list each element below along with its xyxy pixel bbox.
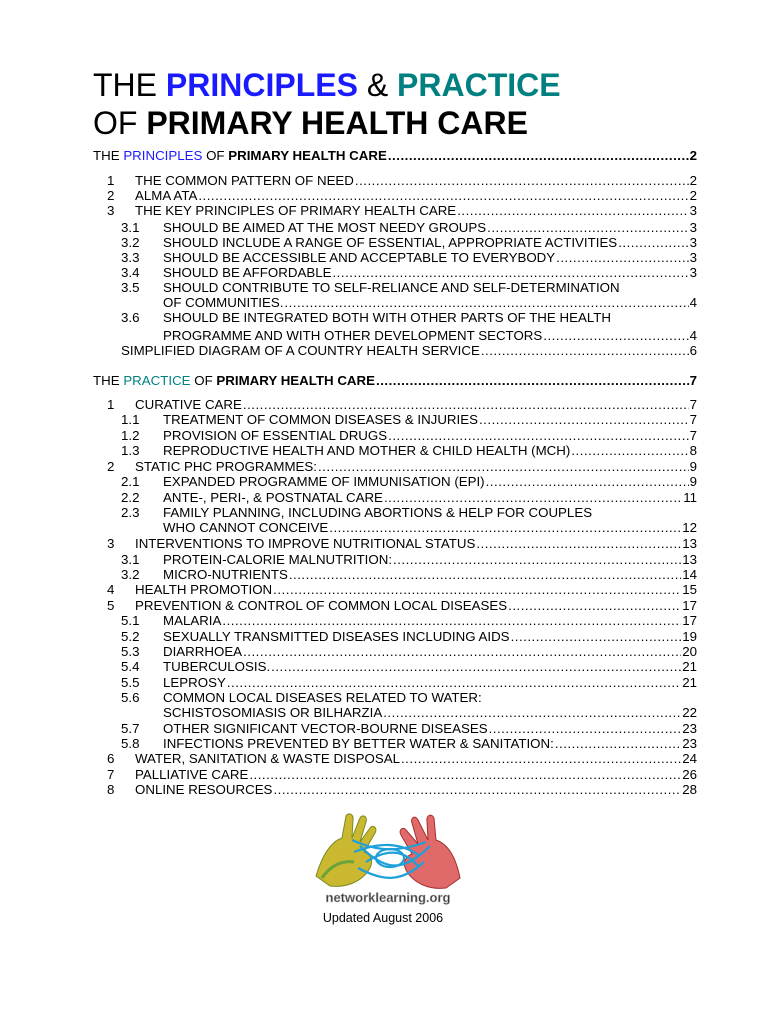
- toc-page: 3: [689, 220, 697, 235]
- hands-network-icon: [308, 812, 468, 908]
- toc-number: 5: [107, 598, 115, 613]
- toc-text: ONLINE RESOURCES: [135, 782, 273, 797]
- leader-dots: [384, 490, 682, 505]
- toc-page: 4: [689, 295, 697, 310]
- toc-text: ALMA ATA: [135, 188, 198, 203]
- toc-entry[interactable]: [163, 412, 697, 427]
- title-principles: PRINCIPLES: [165, 67, 358, 103]
- toc-entry[interactable]: [163, 675, 697, 690]
- leader-dots: [486, 474, 689, 489]
- document-title: [93, 66, 713, 142]
- toc-entry[interactable]: [163, 428, 697, 443]
- toc-page: 19: [682, 629, 697, 644]
- toc-page: 2: [689, 173, 697, 188]
- leader-dots: [329, 520, 681, 535]
- toc-text: INTERVENTIONS TO IMPROVE NUTRITIONAL STATUS: [135, 536, 476, 551]
- toc-page: 13: [682, 536, 697, 551]
- toc-entry[interactable]: [135, 203, 697, 218]
- sec-title: PRIMARY HEALTH CARE: [228, 148, 387, 163]
- leader-dots: [487, 220, 688, 235]
- toc-number: 4: [107, 582, 115, 597]
- toc-number: 2.1: [121, 474, 140, 489]
- leader-dots: [479, 412, 689, 427]
- leader-dots: [289, 567, 681, 582]
- toc-number: 3: [107, 536, 115, 551]
- toc-page: 12: [682, 520, 697, 535]
- toc-page: 23: [682, 736, 697, 751]
- leader-dots: [543, 328, 688, 343]
- leader-dots: [198, 188, 688, 203]
- sec-word: PRACTICE: [123, 373, 191, 388]
- leader-dots: [388, 148, 689, 163]
- leader-dots: [249, 767, 681, 782]
- toc-page: 7: [689, 428, 697, 443]
- toc-page: 13: [682, 552, 697, 567]
- toc-page: 17: [682, 613, 697, 628]
- toc-text: PROTEIN-CALORIE MALNUTRITION:: [163, 552, 393, 567]
- toc-page: 3: [689, 250, 697, 265]
- toc-text: INFECTIONS PREVENTED BY BETTER WATER & SANITATION:: [163, 736, 554, 751]
- toc-number: 3.5: [121, 280, 140, 295]
- toc-entry[interactable]: [163, 250, 697, 265]
- sec-of: OF: [194, 373, 213, 388]
- toc-entry[interactable]: [163, 644, 697, 659]
- toc-number: 1.3: [121, 443, 140, 458]
- toc-entry[interactable]: [163, 705, 697, 720]
- leader-dots: [571, 443, 688, 458]
- logo-text: networklearning.org: [325, 890, 451, 905]
- toc-text: FAMILY PLANNING, INCLUDING ABORTIONS & HELP FOR COUPLES: [163, 505, 593, 520]
- toc-section-principles[interactable]: [93, 148, 697, 163]
- toc-number: 3.2: [121, 235, 140, 250]
- leader-dots: [318, 459, 689, 474]
- toc-entry[interactable]: [163, 443, 697, 458]
- leader-dots: [618, 235, 688, 250]
- toc-page: 3: [689, 235, 697, 250]
- toc-entry[interactable]: [135, 782, 697, 797]
- toc-number: 3.1: [121, 220, 140, 235]
- toc-page: 7: [689, 412, 697, 427]
- hands-network-logo: [308, 812, 468, 908]
- leader-dots: [489, 721, 682, 736]
- toc-page: 20: [682, 644, 697, 659]
- toc-number: 2: [107, 188, 115, 203]
- leader-dots: [555, 736, 681, 751]
- toc-number: 2.3: [121, 505, 140, 520]
- toc-text: HEALTH PROMOTION: [135, 582, 273, 597]
- toc-page: 8: [689, 443, 697, 458]
- leader-dots: [355, 173, 689, 188]
- title-practice: PRACTICE: [397, 67, 561, 103]
- toc-number: 7: [107, 767, 115, 782]
- toc-number: 2.2: [121, 490, 140, 505]
- toc-number: 1.1: [121, 412, 140, 427]
- toc-text: TREATMENT OF COMMON DISEASES & INJURIES: [163, 412, 478, 427]
- toc-number: 6: [107, 751, 115, 766]
- toc-page: 21: [682, 659, 697, 674]
- toc-text: SHOULD BE AIMED AT THE MOST NEEDY GROUPS: [163, 220, 487, 235]
- toc-number: 3.3: [121, 250, 140, 265]
- toc-text: PROVISION OF ESSENTIAL DRUGS: [163, 428, 388, 443]
- toc-page: 7: [689, 373, 697, 388]
- toc-entry[interactable]: [163, 659, 697, 674]
- toc-entry[interactable]: [163, 328, 697, 343]
- toc-number: 5.4: [121, 659, 140, 674]
- toc-text: LEPROSY: [163, 675, 226, 690]
- leader-dots: [476, 536, 681, 551]
- toc-number: 1.2: [121, 428, 140, 443]
- sec-word: PRINCIPLES: [123, 148, 203, 163]
- toc-page: 22: [682, 705, 697, 720]
- toc-text: PALLIATIVE CARE: [135, 767, 249, 782]
- toc-entry[interactable]: [135, 598, 697, 613]
- toc-entry[interactable]: [163, 629, 697, 644]
- toc-page: 21: [682, 675, 697, 690]
- toc-page: 14: [682, 567, 697, 582]
- toc-page: 26: [682, 767, 697, 782]
- toc-page: 9: [689, 459, 697, 474]
- toc-page: 24: [682, 751, 697, 766]
- toc-number: 8: [107, 782, 115, 797]
- toc-text: THE COMMON PATTERN OF NEED: [135, 173, 354, 188]
- toc-number: 5.6: [121, 690, 140, 705]
- sec-the: THE: [93, 373, 120, 388]
- leader-dots: [227, 675, 681, 690]
- toc-page: 9: [689, 474, 697, 489]
- leader-dots: [284, 295, 688, 310]
- toc-page: 7: [689, 397, 697, 412]
- toc-page: 4: [689, 328, 697, 343]
- toc-entry[interactable]: [163, 721, 697, 736]
- toc-entry[interactable]: [135, 397, 697, 412]
- leader-dots: [457, 203, 688, 218]
- toc-text: REPRODUCTIVE HEALTH AND MOTHER & CHILD HEALTH (MCH): [163, 443, 571, 458]
- toc-entry[interactable]: [163, 295, 697, 310]
- toc-text: SEXUALLY TRANSMITTED DISEASES INCLUDING AIDS: [163, 629, 510, 644]
- toc-number: 5.8: [121, 736, 140, 751]
- title-line-1: [93, 66, 713, 104]
- toc-number: 1: [107, 173, 115, 188]
- toc-text: THE KEY PRINCIPLES OF PRIMARY HEALTH CARE: [135, 203, 457, 218]
- toc-number: 2: [107, 459, 115, 474]
- leader-dots: [508, 598, 681, 613]
- leader-dots: [271, 659, 681, 674]
- toc-text: COMMON LOCAL DISEASES RELATED TO WATER:: [163, 690, 482, 705]
- toc-text: EXPANDED PROGRAMME OF IMMUNISATION (EPI): [163, 474, 485, 489]
- toc-page: 6: [689, 343, 697, 358]
- toc-text: SHOULD BE AFFORDABLE: [163, 265, 332, 280]
- title-phc: PRIMARY HEALTH CARE: [146, 105, 528, 141]
- toc-page: 17: [682, 598, 697, 613]
- toc-page: 3: [689, 203, 697, 218]
- toc-page: 28: [682, 782, 697, 797]
- toc-page: 3: [689, 265, 697, 280]
- toc-number: 1: [107, 397, 115, 412]
- toc-number: 5.5: [121, 675, 140, 690]
- toc-page: 2: [689, 148, 697, 163]
- leader-dots: [332, 265, 688, 280]
- sec-of: OF: [206, 148, 225, 163]
- toc-text-cont: WHO CANNOT CONCEIVE: [163, 520, 329, 535]
- toc-page: 23: [682, 721, 697, 736]
- leader-dots: [383, 705, 681, 720]
- toc-text: PREVENTION & CONTROL OF COMMON LOCAL DISEASES: [135, 598, 508, 613]
- toc-entry[interactable]: [163, 235, 697, 250]
- toc-number: 3.2: [121, 567, 140, 582]
- leader-dots: [222, 613, 681, 628]
- toc-number: 5.3: [121, 644, 140, 659]
- toc-text: SHOULD INCLUDE A RANGE OF ESSENTIAL, APPROPRIATE ACTIVITIES: [163, 235, 618, 250]
- toc-text-cont: PROGRAMME AND WITH OTHER DEVELOPMENT SECTORS: [163, 328, 543, 343]
- title-of: OF: [93, 105, 138, 141]
- toc-text-cont: SCHISTOSOMIASIS OR BILHARZIA: [163, 705, 383, 720]
- title-ampersand: &: [366, 67, 389, 103]
- toc-entry[interactable]: [163, 520, 697, 535]
- toc-number: 5.1: [121, 613, 140, 628]
- leader-dots: [388, 428, 688, 443]
- toc-entry[interactable]: [163, 490, 697, 505]
- leader-dots: [393, 552, 681, 567]
- toc-text: SHOULD CONTRIBUTE TO SELF-RELIANCE AND SELF-DETERMINATION: [163, 280, 620, 295]
- toc-section-practice[interactable]: [93, 373, 697, 388]
- toc-entry[interactable]: [121, 343, 697, 358]
- leader-dots: [401, 751, 681, 766]
- toc-text: MALARIA: [163, 613, 222, 628]
- toc-entry[interactable]: [163, 613, 697, 628]
- title-the: THE: [93, 67, 157, 103]
- toc-number: 3.1: [121, 552, 140, 567]
- toc-page: 2: [689, 188, 697, 203]
- toc-text: SHOULD BE INTEGRATED BOTH WITH OTHER PARTS OF THE HEALTH: [163, 310, 611, 325]
- toc-text: SHOULD BE ACCESSIBLE AND ACCEPTABLE TO EVERYBODY: [163, 250, 556, 265]
- toc-entry[interactable]: [135, 188, 697, 203]
- toc-text: OTHER SIGNIFICANT VECTOR-BOURNE DISEASES: [163, 721, 488, 736]
- updated-date: Updated August 2006: [322, 911, 444, 925]
- toc-page: 11: [683, 490, 697, 505]
- leader-dots: [376, 373, 689, 388]
- toc-text: WATER, SANITATION & WASTE DISPOSAL: [135, 751, 400, 766]
- toc-entry[interactable]: [163, 220, 697, 235]
- toc-text: ANTE-, PERI-, & POSTNATAL CARE: [163, 490, 383, 505]
- title-line-2: [93, 104, 713, 142]
- toc-text: SIMPLIFIED DIAGRAM OF A COUNTRY HEALTH SERVICE: [121, 343, 480, 358]
- toc-entry[interactable]: [135, 536, 697, 551]
- leader-dots: [273, 782, 681, 797]
- toc-entry[interactable]: [135, 751, 697, 766]
- toc-entry[interactable]: [163, 552, 697, 567]
- toc-text: CURATIVE CARE: [135, 397, 242, 412]
- toc-text: TUBERCULOSIS.: [163, 659, 271, 674]
- toc-number: 3: [107, 203, 115, 218]
- toc-number: 5.7: [121, 721, 140, 736]
- toc-entry[interactable]: [163, 474, 697, 489]
- toc-entry[interactable]: [135, 767, 697, 782]
- toc-entry[interactable]: [163, 567, 697, 582]
- leader-dots: [511, 629, 682, 644]
- toc-text: STATIC PHC PROGRAMMES:: [135, 459, 317, 474]
- leader-dots: [243, 644, 681, 659]
- leader-dots: [556, 250, 688, 265]
- toc-entry[interactable]: [135, 173, 697, 188]
- leader-dots: [481, 343, 689, 358]
- leader-dots: [273, 582, 681, 597]
- toc-text: MICRO-NUTRIENTS: [163, 567, 288, 582]
- toc-number: 3.6: [121, 310, 140, 325]
- toc-number: 3.4: [121, 265, 140, 280]
- toc-number: 5.2: [121, 629, 140, 644]
- sec-the: THE: [93, 148, 120, 163]
- toc-page: 15: [682, 582, 697, 597]
- toc-entry[interactable]: [135, 582, 697, 597]
- toc-entry[interactable]: [163, 265, 697, 280]
- toc-text-cont: OF COMMUNITIES.: [163, 295, 284, 310]
- toc-entry[interactable]: [135, 459, 697, 474]
- sec-title: PRIMARY HEALTH CARE: [216, 373, 376, 388]
- toc-text: DIARRHOEA: [163, 644, 243, 659]
- leader-dots: [243, 397, 689, 412]
- toc-entry[interactable]: [163, 736, 697, 751]
